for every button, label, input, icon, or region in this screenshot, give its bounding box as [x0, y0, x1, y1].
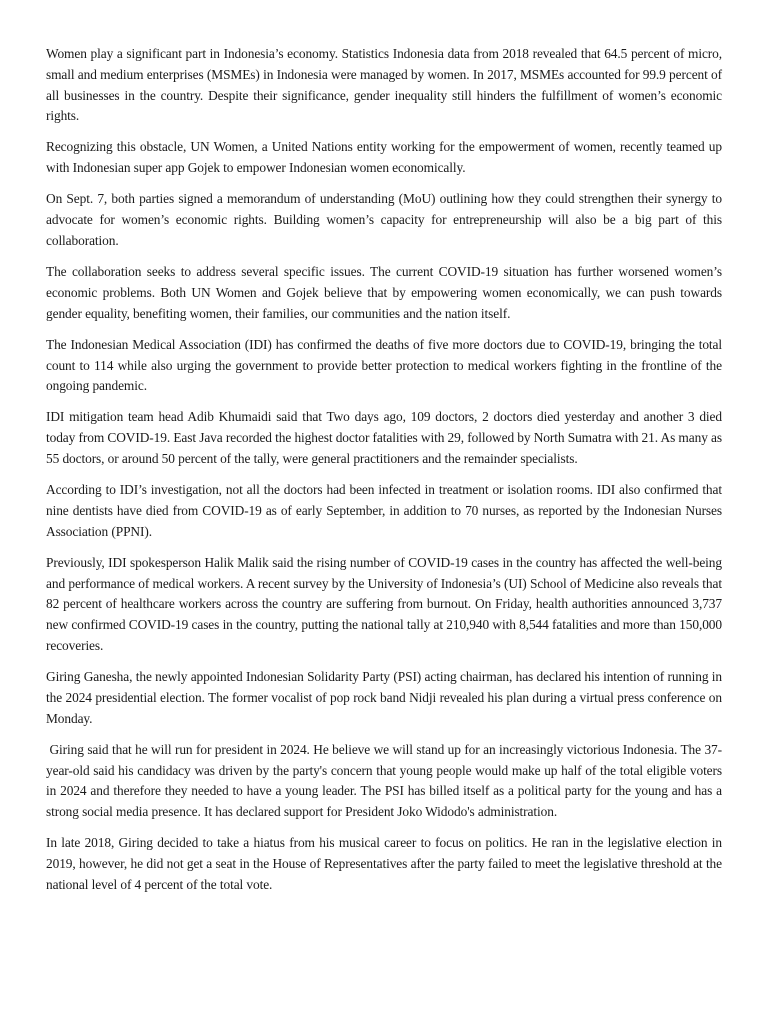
paragraph-7: According to IDI’s investigation, not all the doctors had been infected in treatment or isolation rooms. IDI also confirmed that nine dentists have died from COVID-19 as of early September, in addition to 70 nurses, as reported by the Indonesian Nurses Association (PPNI).: [46, 482, 722, 539]
paragraph-11: In late 2018, Giring decided to take a hiatus from his musical career to focus on politics. He ran in the legislative election in 2019, however, he did not get a seat in the House of Representatives after the party failed to meet the legislative threshold at the national level of 4 percent of the total vote.: [46, 835, 722, 892]
paragraph-10: Giring said that he will run for president in 2024. He believe we will stand up for an increasingly victorious Indonesia. The 37-year-old said his candidacy was driven by the party's concern that young people would make up half of the total eligible voters in 2024 and therefore they needed to have a young leader. The PSI has billed itself as a political party for the young and has a strong social media presence. It has declared support for President Joko Widodo's administration.: [46, 741, 726, 820]
paragraph-5: The Indonesian Medical Association (IDI) has confirmed the deaths of five more doctors due to COVID-19, bringing the total count to 114 while also urging the government to provide better protection to medical workers fighting in the frontline of the ongoing pandemic.: [46, 336, 722, 394]
paragraph-6: IDI mitigation team head Adib Khumaidi said that Two days ago, 109 doctors, 2 doctors died yesterday and another 3 died today from COVID-19. East Java recorded the highest doctor fatalities with 29, followed by North Sumatra with 21. As many as 55 doctors, or around 50 percent of the tally, were general practitioners and the remainder specialists.: [46, 409, 722, 467]
paragraph-1: Women play a significant part in Indonesia’s economy. Statistics Indonesia data from 2018 revealed that 64.5 percent of micro, small and medium enterprises (MSMEs) in Indonesia were managed by women. In 2017, MSMEs accounted for 99.9 percent of all businesses in the country. Despite their significance, gender inequality still hinders the fulfillment of women’s economic rights.: [46, 46, 722, 124]
paragraph-8: Previously, IDI spokesperson Halik Malik said the rising number of COVID-19 cases in the country has affected the well-being and performance of medical workers. A recent survey by the University of Indonesia’s (UI) School of Medicine also reveals that 82 percent of healthcare workers across the country are suffering from burnout. On Friday, health authorities announced 3,737 new confirmed COVID-19 cases in the country, putting the national tally at 210,940 with 8,544 fatalities and more than 150,000 recoveries.: [46, 554, 722, 653]
paragraph-3: On Sept. 7, both parties signed a memorandum of understanding (MoU) outlining how they could strengthen their synergy to advocate for women’s economic rights. Building women’s capacity for entrepreneurship will also be a big part of this collaboration.: [46, 191, 722, 248]
paragraph-2: Recognizing this obstacle, UN Women, a United Nations entity working for the empowerment of women, recently teamed up with Indonesian super app Gojek to empower Indonesian women economically.: [46, 139, 722, 176]
paragraph-4: The collaboration seeks to address several specific issues. The current COVID-19 situation has further worsened women’s economic problems. Both UN Women and Gojek believe that by empowering women economically, we can push towards gender equality, benefiting women, their families, our communities and the nation itself.: [46, 264, 722, 321]
document-body: [46, 44, 726, 906]
paragraph-9: Giring Ganesha, the newly appointed Indonesian Solidarity Party (PSI) acting chairman, has declared his intention of running in the 2024 presidential election. The former vocalist of pop rock band Nidji revealed his plan during a virtual press conference on Monday.: [46, 669, 722, 726]
